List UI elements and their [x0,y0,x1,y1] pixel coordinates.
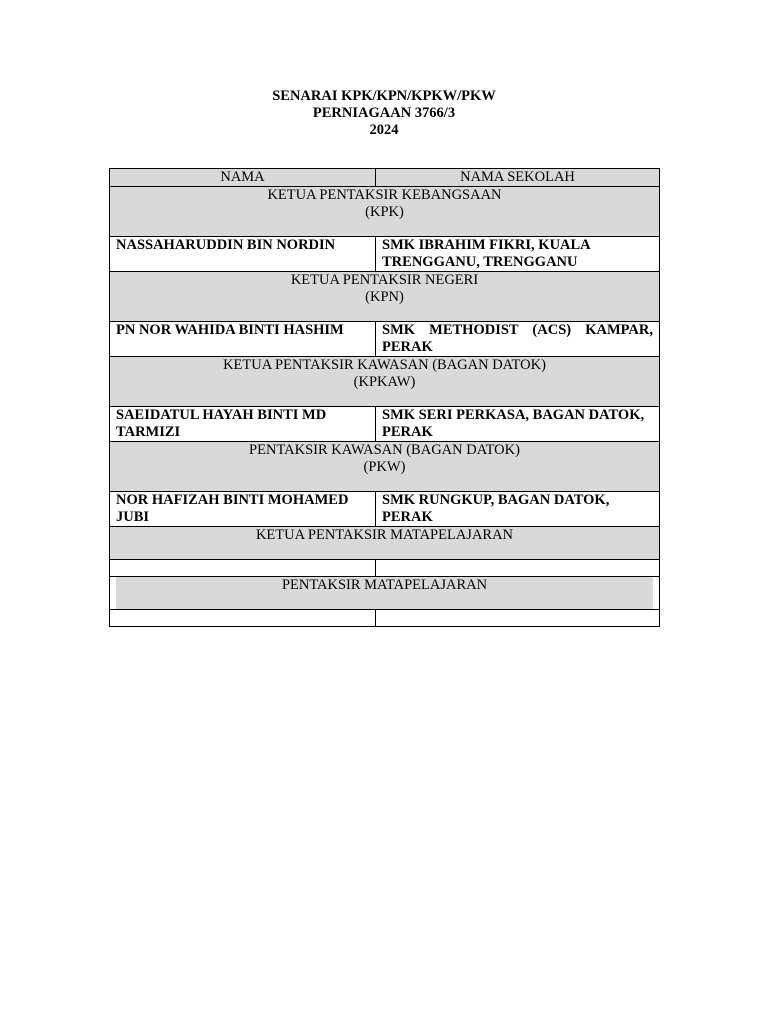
section-header-pentaksir-matapelajaran [110,577,660,610]
section-header-kpk [110,187,660,237]
person-name: SAEIDATUL HAYAH BINTI MD TARMIZI [110,407,376,442]
school-name: SMK RUNGKUP, BAGAN DATOK, PERAK [376,492,660,527]
section-abbr: (KPKAW) [353,374,416,390]
section-title-shade [116,577,653,609]
section-abbr: (PKW) [363,459,406,475]
school-name [376,610,660,627]
title-line-2: PERNIAGAAN 3766/3 [312,105,456,121]
section-abbr: (KPK) [365,204,404,220]
section-header-ketua-pentaksir-matapelajaran [110,527,660,560]
section-title: PENTAKSIR MATAPELAJARAN [281,577,488,593]
person-name [110,560,376,577]
person-name: PN NOR WAHIDA BINTI HASHIM [110,322,376,357]
person-name: NASSAHARUDDIN BIN NORDIN [110,237,376,272]
section-abbr: (KPN) [365,289,404,305]
person-name: NOR HAFIZAH BINTI MOHAMED JUBI [110,492,376,527]
section-header-kpn [110,272,660,322]
column-header-nama: NAMA [110,169,376,187]
section-title: KETUA PENTAKSIR NEGERI [290,272,479,288]
section-title: KETUA PENTAKSIR KAWASAN (BAGAN DATOK) [223,357,546,373]
section-header-pkw [110,442,660,492]
column-header-nama-sekolah: NAMA SEKOLAH [376,169,660,187]
school-name [376,560,660,577]
person-name [110,610,376,627]
school-name: SMK SERI PERKASA, BAGAN DATOK, PERAK [376,407,660,442]
table-header-row [110,169,660,187]
section-title: KETUA PENTAKSIR KEBANGSAAN [267,187,502,203]
title-line-1: SENARAI KPK/KPN/KPKW/PKW [272,88,496,104]
school-name: SMK IBRAHIM FIKRI, KUALA TRENGGANU, TRENGGANU [376,237,660,272]
table-row [110,560,660,577]
table-row [110,492,660,527]
section-header-kpkaw [110,357,660,407]
table-row [110,610,660,627]
table-row [110,322,660,357]
title-line-3: 2024 [369,122,399,138]
document-title [0,88,768,139]
table-row [110,407,660,442]
school-name: SMK METHODIST (ACS) KAMPAR, PERAK [376,322,660,357]
section-title: KETUA PENTAKSIR MATAPELAJARAN [255,527,514,543]
section-title: PENTAKSIR KAWASAN (BAGAN DATOK) [249,442,520,458]
assessor-table [109,168,660,627]
table-row [110,237,660,272]
